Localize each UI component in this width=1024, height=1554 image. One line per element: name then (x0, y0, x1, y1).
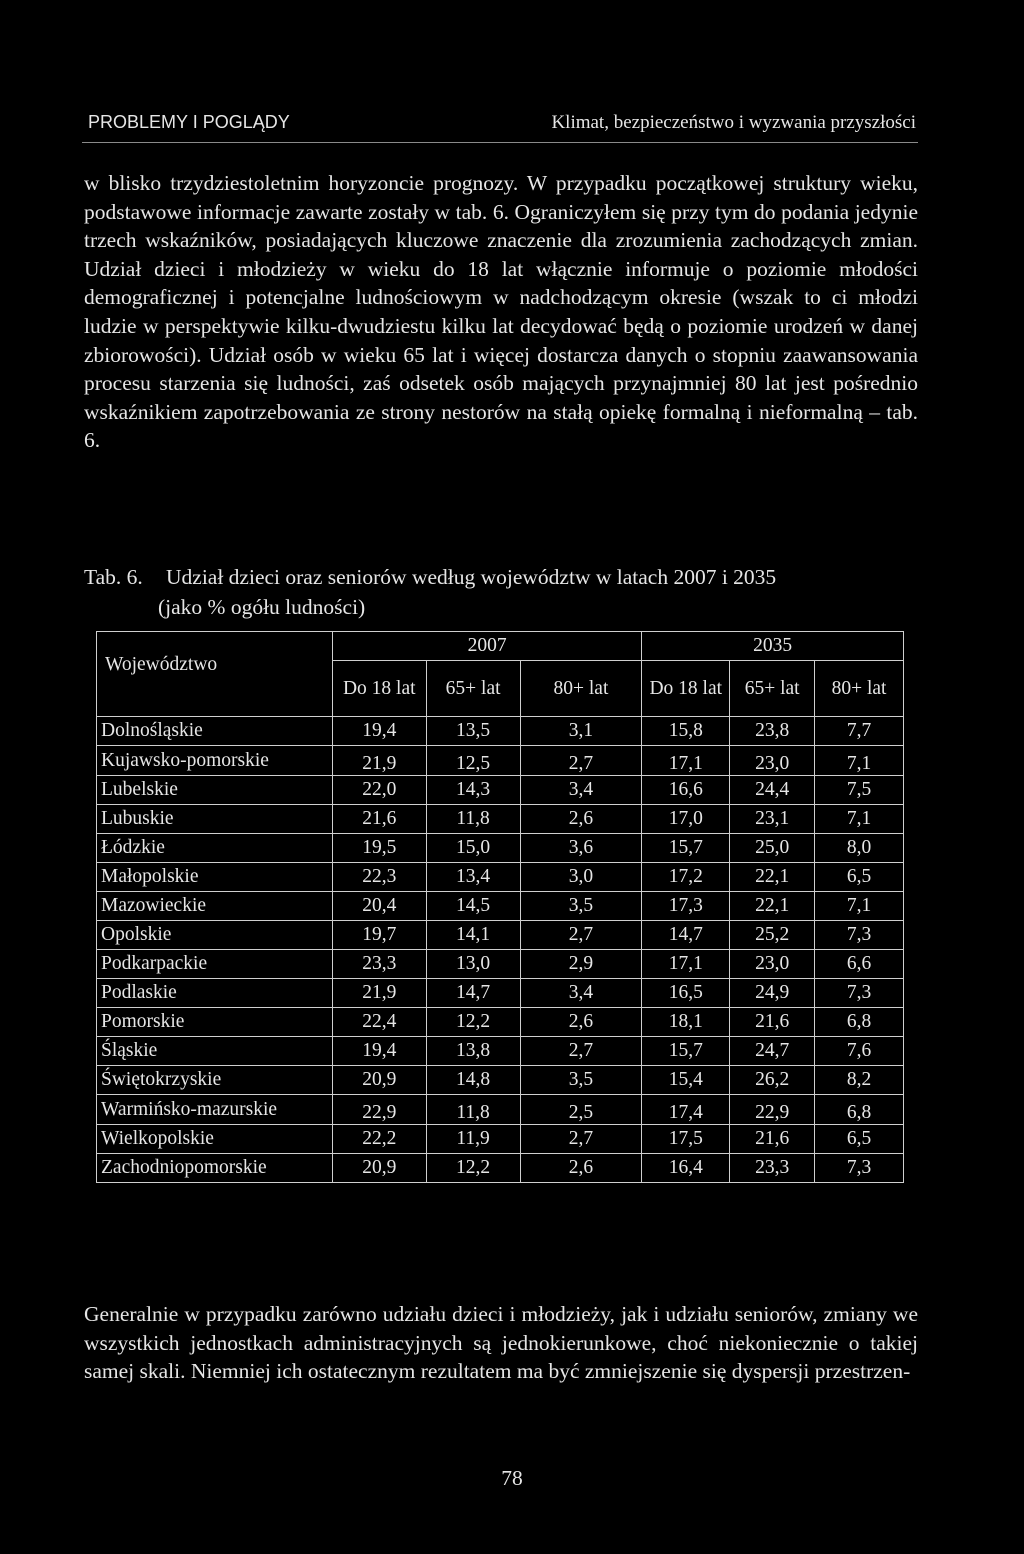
table-body (97, 717, 904, 1183)
header-journal-title: PROBLEMY I POGLĄDY (88, 112, 290, 132)
table-cell: 14,3 (426, 776, 520, 805)
table-row (97, 950, 904, 979)
table-cell: 20,9 (332, 1154, 426, 1183)
region-name: Kujawsko-pomorskie (97, 746, 333, 776)
header-2007-80plus: 80+ lat (520, 661, 642, 717)
region-name: Warmińsko-mazurskie (97, 1095, 333, 1125)
region-name: Opolskie (97, 921, 333, 950)
table-cell: 23,3 (332, 950, 426, 979)
header-region: Województwo (97, 632, 333, 717)
table-cell: 17,2 (642, 863, 730, 892)
table-row (97, 805, 904, 834)
running-header (82, 112, 918, 143)
region-name: Podkarpackie (97, 950, 333, 979)
table-cell: 7,1 (815, 892, 904, 921)
table-cell: 19,4 (332, 1037, 426, 1066)
table-cell: 2,6 (520, 1154, 642, 1183)
table-cell: 3,0 (520, 863, 642, 892)
region-name: Pomorskie (97, 1008, 333, 1037)
table-cell: 14,7 (642, 921, 730, 950)
table-cell: 2,7 (520, 921, 642, 950)
table-cell: 2,7 (520, 746, 642, 776)
table-cell: 22,1 (730, 863, 815, 892)
table-cell: 7,6 (815, 1037, 904, 1066)
body-paragraph-2: Generalnie w przypadku zarówno udziału dzieci i młodzieży, jak i udziału seniorów, zmiany we wszystkich jednostkach administracyjnych są jednokierunkowe, choć niekoniecznie o takiej samej skali. Niemniej ich ostatecznym rezultatem ma być zmniejszenie się dyspersji przestrzen- (84, 1302, 918, 1384)
table-cell: 17,5 (642, 1125, 730, 1154)
table-cell: 2,6 (520, 1008, 642, 1037)
region-name: Dolnośląskie (97, 717, 333, 746)
region-name: Zachodniopomorskie (97, 1154, 333, 1183)
table-caption-title: Udział dzieci oraz seniorów według województw w latach 2007 i 2035 (166, 565, 777, 589)
table-cell: 24,9 (730, 979, 815, 1008)
table-cell: 26,2 (730, 1066, 815, 1095)
table-cell: 3,4 (520, 979, 642, 1008)
table-caption-label: Tab. 6. (84, 565, 143, 589)
table-cell: 23,3 (730, 1154, 815, 1183)
table-cell: 12,2 (426, 1154, 520, 1183)
table-cell: 21,9 (332, 746, 426, 776)
table-cell: 19,5 (332, 834, 426, 863)
table-cell: 17,1 (642, 746, 730, 776)
table-row (97, 1008, 904, 1037)
table-cell: 13,8 (426, 1037, 520, 1066)
table-head (97, 632, 904, 717)
table-cell: 14,7 (426, 979, 520, 1008)
table-row (97, 834, 904, 863)
table-cell: 2,6 (520, 805, 642, 834)
table-cell: 6,5 (815, 863, 904, 892)
table-cell: 3,1 (520, 717, 642, 746)
table-row (97, 776, 904, 805)
table-cell: 22,4 (332, 1008, 426, 1037)
table-cell: 6,6 (815, 950, 904, 979)
table-cell: 23,8 (730, 717, 815, 746)
header-year-2035: 2035 (642, 632, 904, 661)
table-cell: 19,7 (332, 921, 426, 950)
table-cell: 12,2 (426, 1008, 520, 1037)
table-cell: 24,7 (730, 1037, 815, 1066)
table-row (97, 892, 904, 921)
table-cell: 25,2 (730, 921, 815, 950)
table-cell: 11,8 (426, 805, 520, 834)
table-cell: 18,1 (642, 1008, 730, 1037)
header-issue-title: Klimat, bezpieczeństwo i wyzwania przyszłości (551, 112, 916, 133)
header-year-2007: 2007 (332, 632, 642, 661)
table-cell: 3,5 (520, 892, 642, 921)
table-cell: 6,8 (815, 1008, 904, 1037)
table-cell: 15,4 (642, 1066, 730, 1095)
table-cell: 7,3 (815, 1154, 904, 1183)
table-cell: 22,9 (332, 1095, 426, 1125)
region-name: Lubelskie (97, 776, 333, 805)
table-cell: 3,6 (520, 834, 642, 863)
region-name: Śląskie (97, 1037, 333, 1066)
table-row (97, 979, 904, 1008)
table-cell: 7,5 (815, 776, 904, 805)
page-number: 78 (501, 1466, 523, 1490)
table-cell: 14,1 (426, 921, 520, 950)
table-header-row-years (97, 632, 904, 661)
table-cell: 2,7 (520, 1125, 642, 1154)
table-cell: 21,6 (730, 1008, 815, 1037)
table-cell: 16,5 (642, 979, 730, 1008)
table-cell: 3,5 (520, 1066, 642, 1095)
table-cell: 17,0 (642, 805, 730, 834)
table-cell: 7,1 (815, 805, 904, 834)
table-cell: 3,4 (520, 776, 642, 805)
header-2035-65plus: 65+ lat (730, 661, 815, 717)
table-row (97, 1154, 904, 1183)
table-cell: 11,9 (426, 1125, 520, 1154)
table-cell: 8,0 (815, 834, 904, 863)
table-cell: 2,9 (520, 950, 642, 979)
region-name: Świętokrzyskie (97, 1066, 333, 1095)
table-cell: 12,5 (426, 746, 520, 776)
table-cell: 14,5 (426, 892, 520, 921)
table-cell: 22,9 (730, 1095, 815, 1125)
table-cell: 8,2 (815, 1066, 904, 1095)
table-cell: 24,4 (730, 776, 815, 805)
table-cell: 23,1 (730, 805, 815, 834)
table-cell: 21,6 (332, 805, 426, 834)
table-cell: 2,7 (520, 1037, 642, 1066)
table-cell: 21,9 (332, 979, 426, 1008)
table-row (97, 717, 904, 746)
table-cell: 15,0 (426, 834, 520, 863)
table-cell: 13,5 (426, 717, 520, 746)
table-cell: 17,1 (642, 950, 730, 979)
table-cell: 7,3 (815, 979, 904, 1008)
header-2007-under18: Do 18 lat (332, 661, 426, 717)
table-cell: 15,7 (642, 1037, 730, 1066)
data-table (96, 631, 904, 1183)
region-name: Małopolskie (97, 863, 333, 892)
table-cell: 22,3 (332, 863, 426, 892)
table-cell: 7,3 (815, 921, 904, 950)
table-row (97, 1095, 904, 1125)
table-cell: 13,4 (426, 863, 520, 892)
table-cell: 23,0 (730, 746, 815, 776)
table-cell: 6,5 (815, 1125, 904, 1154)
table-cell: 19,4 (332, 717, 426, 746)
table-caption (84, 562, 924, 622)
table-caption-subtitle: (jako % ogółu ludności) (158, 595, 366, 619)
table-cell: 7,7 (815, 717, 904, 746)
table-cell: 25,0 (730, 834, 815, 863)
header-2035-under18: Do 18 lat (642, 661, 730, 717)
region-name: Łódzkie (97, 834, 333, 863)
table-cell: 16,6 (642, 776, 730, 805)
table-row (97, 1125, 904, 1154)
table-cell: 20,4 (332, 892, 426, 921)
table-cell: 23,0 (730, 950, 815, 979)
table-row (97, 863, 904, 892)
table-row (97, 1037, 904, 1066)
table-cell: 16,4 (642, 1154, 730, 1183)
region-name: Wielkopolskie (97, 1125, 333, 1154)
table-row (97, 1066, 904, 1095)
header-2007-65plus: 65+ lat (426, 661, 520, 717)
table-cell: 21,6 (730, 1125, 815, 1154)
table-cell: 15,7 (642, 834, 730, 863)
table-row (97, 921, 904, 950)
region-name: Lubuskie (97, 805, 333, 834)
table-cell: 22,2 (332, 1125, 426, 1154)
body-paragraph-1: w blisko trzydziestoletnim horyzoncie prognozy. W przypadku początkowej struktury wieku, podstawowe informacje zawarte zostały w tab. 6. Ograniczyłem się przy tym do podania jedynie trzech wskaźników, posiadających kluczowe znaczenie dla zrozumienia zachodzących zmian. Udział dzieci i młodzieży w wieku do 18 lat włącznie informuje o poziomie młodości demograficznej i potencjalne ludnościowym w nadchodzącym okresie (wszak to ci młodzi ludzie w perspektywie kilku-dwudziestu kilku lat decydować będą o poziomie urodzeń w danej zbiorowości). Udział osób w wieku 65 lat i więcej dostarcza danych o stopniu zaawansowania procesu starzenia się ludności, zaś odsetek osób mających przynajmniej 80 lat jest pośrednio wskaźnikiem zapotrzebowania ze strony nestorów na stałą opiekę formalną i nieformalną – tab. 6. (84, 171, 918, 453)
header-2035-80plus: 80+ lat (815, 661, 904, 717)
table-cell: 22,0 (332, 776, 426, 805)
table-cell: 15,8 (642, 717, 730, 746)
table-cell: 17,4 (642, 1095, 730, 1125)
table-row (97, 746, 904, 776)
region-name: Mazowieckie (97, 892, 333, 921)
table-cell: 7,1 (815, 746, 904, 776)
table-cell: 2,5 (520, 1095, 642, 1125)
table-cell: 6,8 (815, 1095, 904, 1125)
table-cell: 11,8 (426, 1095, 520, 1125)
table-cell: 20,9 (332, 1066, 426, 1095)
table-cell: 13,0 (426, 950, 520, 979)
table-cell: 17,3 (642, 892, 730, 921)
region-name: Podlaskie (97, 979, 333, 1008)
table-cell: 14,8 (426, 1066, 520, 1095)
table-cell: 22,1 (730, 892, 815, 921)
